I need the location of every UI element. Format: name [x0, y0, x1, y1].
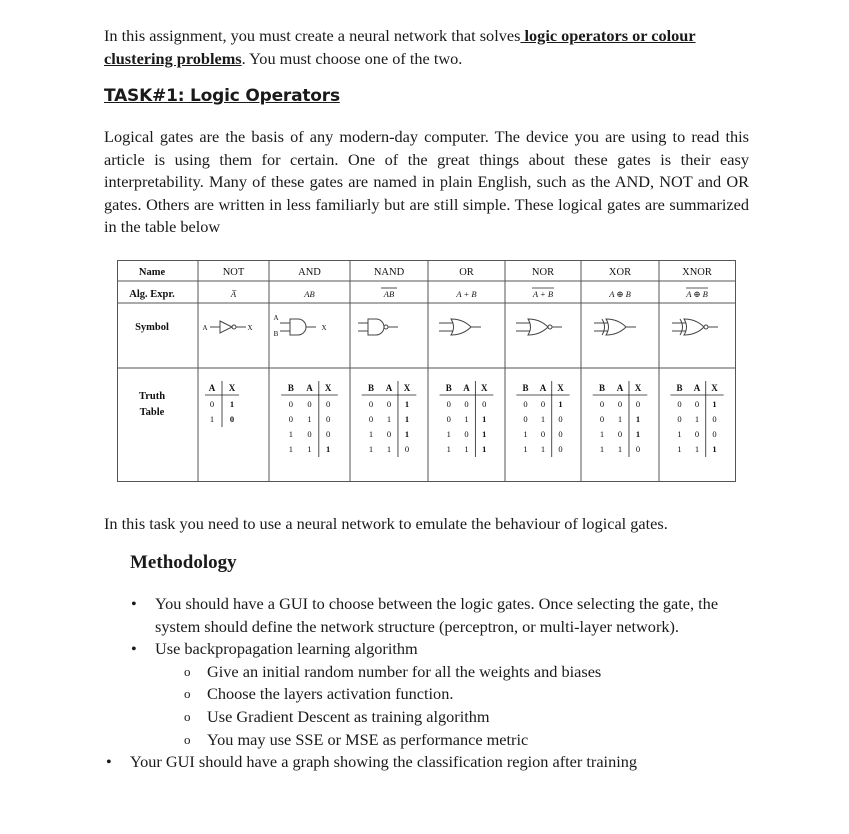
truth-cell: 0 — [386, 399, 392, 409]
gate-expression: AB — [304, 289, 315, 299]
truth-cell: 1 — [694, 414, 700, 424]
gate-expression: A + B — [456, 289, 477, 299]
truth-cell: 0 — [617, 429, 623, 439]
truth-header: A — [539, 383, 547, 393]
nor-gate-symbol-body — [528, 319, 548, 335]
circle-bullet-icon: o — [184, 663, 191, 679]
sub-list-item — [104, 729, 764, 752]
truth-cell: 0 — [307, 429, 312, 439]
truth-cell: 1 — [288, 429, 293, 439]
gate-xor-curve — [602, 319, 605, 335]
truth-cell: 1 — [482, 444, 487, 454]
truth-cell: 0 — [635, 399, 641, 409]
list-item — [104, 638, 764, 661]
sub-bullet-weights: Give an initial random number for all the weights and biases — [207, 661, 602, 681]
truth-cell: 0 — [288, 414, 293, 424]
task-line: In this task you need to use a neural network to emulate the behaviour of logical gates. — [104, 514, 668, 533]
gate-name: AND — [298, 267, 321, 278]
truth-cell: 1 — [540, 414, 546, 424]
truth-header: A — [208, 383, 216, 393]
truth-cell: 0 — [558, 429, 563, 439]
truth-cell: 1 — [712, 444, 717, 454]
bullet-icon: • — [131, 594, 137, 613]
row-label-name: Name — [138, 267, 166, 278]
truth-header: A — [693, 383, 701, 393]
and-gate-symbol — [280, 319, 316, 335]
truth-cell: 0 — [464, 429, 469, 439]
bullet-gui-text: You should have a GUI to choose between the logic gates. Once selecting the gate, the system should define the network structure (perceptron, or multi-layer network). — [155, 594, 719, 636]
truth-cell: 1 — [288, 444, 293, 454]
bullet-icon: • — [106, 752, 112, 772]
truth-cell: 1 — [712, 399, 717, 409]
not-gate-symbol — [210, 321, 246, 333]
truth-cell: 1 — [209, 414, 215, 424]
or-gate-symbol — [439, 319, 481, 335]
truth-cell: 0 — [558, 444, 563, 454]
truth-cell: 1 — [464, 414, 469, 424]
intro-tail: . You must choose one of the two. — [241, 48, 463, 68]
gate-bubble — [384, 325, 388, 329]
truth-cell: 0 — [368, 399, 374, 409]
gate-name: NOR — [531, 267, 555, 278]
truth-cell: 1 — [635, 414, 641, 424]
xnor-gate-symbol-body — [684, 319, 704, 335]
methodology-list — [104, 593, 764, 774]
and-gate-symbol-body — [290, 319, 306, 335]
gate-name: OR — [459, 267, 474, 278]
gate-name: NOT — [222, 267, 245, 278]
intro-emphasis-a: logic operators or colour — [520, 26, 696, 45]
truth-cell: 0 — [558, 414, 563, 424]
truth-cell: 1 — [617, 414, 623, 424]
and-output-label: X — [321, 324, 327, 332]
methodology-heading: Methodology — [130, 552, 237, 573]
truth-cell: 1 — [368, 429, 374, 439]
truth-cell: 1 — [404, 429, 410, 439]
gate-expression: A ⊕ B — [609, 289, 631, 299]
truth-header: A — [463, 383, 470, 393]
truth-header: X — [324, 383, 332, 393]
gate-expression: A ⊕ B — [686, 289, 708, 299]
sub-list-item — [104, 683, 764, 706]
truth-cell: 1 — [386, 444, 392, 454]
xnor-gate-symbol — [672, 319, 718, 335]
truth-cell: 1 — [386, 414, 392, 424]
sub-bullet-activation: Choose the layers activation function. — [207, 684, 454, 704]
logic-gates-paragraph: Logical gates are the basis of any modern-day computer. The device you are using to read this article is using them for certain. One of the great things about these gates is their easy interpretability. Many of these gates are named in plain English, such as the AND, NOT and OR gates. Others are written in less familiarly but are still simple. These logical gates are summarized in the table below — [104, 127, 749, 237]
nand-gate-symbol-body — [368, 319, 384, 335]
truth-cell: 0 — [446, 414, 451, 424]
nor-gate-symbol — [516, 319, 562, 335]
truth-cell: 1 — [404, 414, 410, 424]
truth-header: B — [287, 383, 294, 393]
bullet-backprop-text: Use backpropagation learning algorithm — [155, 639, 418, 659]
truth-header: X — [711, 383, 718, 393]
truth-cell: 0 — [288, 399, 293, 409]
gate-name: NAND — [373, 267, 405, 278]
truth-cell: 0 — [386, 429, 392, 439]
truth-cell: 0 — [326, 399, 331, 409]
truth-cell: 0 — [446, 399, 451, 409]
gate-expression: A̅ — [230, 289, 237, 299]
truth-cell: 0 — [368, 414, 374, 424]
sub-bullet-metric: You may use SSE or MSE as performance metric — [207, 729, 529, 749]
truth-cell: 0 — [599, 399, 605, 409]
bullet-graph-text: Your GUI should have a graph showing the classification region after training — [130, 752, 638, 772]
circle-bullet-icon: o — [184, 686, 191, 702]
truth-cell: 1 — [558, 399, 563, 409]
truth-header: X — [480, 383, 488, 393]
truth-cell: 0 — [326, 414, 331, 424]
sub-bullet-gradient: Use Gradient Descent as training algorithm — [207, 706, 490, 726]
row-label-table: Table — [139, 407, 165, 418]
not-gate-body — [220, 321, 232, 333]
truth-cell: 1 — [635, 429, 641, 439]
truth-cell: 0 — [482, 399, 487, 409]
truth-cell: 1 — [540, 444, 546, 454]
gate-name: XNOR — [682, 267, 712, 278]
sub-list-item — [104, 706, 764, 729]
row-label-expr: Alg. Expr. — [129, 289, 175, 300]
truth-header: A — [306, 383, 313, 393]
sub-list-item — [104, 661, 764, 684]
truth-cell: 1 — [677, 429, 682, 439]
truth-cell: 0 — [694, 399, 700, 409]
truth-cell: 0 — [599, 414, 605, 424]
truth-header: X — [403, 383, 411, 393]
truth-cell: 1 — [307, 414, 312, 424]
truth-header: A — [616, 383, 624, 393]
and-input-a-label: A — [273, 314, 279, 322]
truth-cell: 0 — [229, 414, 235, 424]
truth-cell: 1 — [446, 444, 451, 454]
gate-xor-curve — [680, 319, 683, 335]
list-item — [104, 593, 764, 638]
truth-cell: 1 — [326, 444, 331, 454]
not-input-label: A — [202, 324, 208, 332]
truth-cell: 1 — [677, 444, 682, 454]
xor-gate-symbol-body — [606, 319, 626, 335]
and-input-b-label: B — [273, 330, 279, 338]
or-gate-symbol-body — [451, 319, 471, 335]
truth-cell: 1 — [482, 429, 487, 439]
truth-cell: 0 — [540, 429, 546, 439]
truth-header: B — [368, 383, 375, 393]
bullet-icon: • — [131, 639, 137, 659]
truth-cell: 0 — [694, 429, 700, 439]
truth-cell: 0 — [677, 414, 682, 424]
list-item — [104, 751, 764, 774]
truth-cell: 1 — [307, 444, 312, 454]
gate-name: XOR — [608, 267, 632, 278]
row-label-symbol: Symbol — [135, 322, 169, 333]
truth-cell: 1 — [694, 444, 700, 454]
not-output-label: X — [247, 324, 253, 332]
truth-cell: 1 — [464, 444, 469, 454]
truth-cell: 1 — [368, 444, 374, 454]
truth-cell: 1 — [446, 429, 451, 439]
truth-header: B — [522, 383, 529, 393]
truth-cell: 0 — [209, 399, 215, 409]
truth-header: X — [557, 383, 564, 393]
truth-cell: 0 — [523, 414, 528, 424]
truth-cell: 1 — [404, 399, 410, 409]
row-label-truth: Truth — [138, 391, 166, 402]
intro-emphasis-b: clustering problems — [104, 48, 242, 68]
truth-cell: 0 — [712, 429, 717, 439]
logic-gates-table-graphic — [118, 261, 735, 481]
truth-cell: 0 — [404, 444, 410, 454]
circle-bullet-icon: o — [184, 708, 191, 724]
circle-bullet-icon: o — [184, 731, 191, 747]
truth-header: X — [634, 383, 642, 393]
truth-header: B — [676, 383, 683, 393]
truth-header: A — [385, 383, 393, 393]
truth-cell: 0 — [617, 399, 623, 409]
truth-cell: 1 — [229, 399, 235, 409]
truth-cell: 1 — [523, 429, 528, 439]
xor-gate-symbol — [594, 319, 636, 335]
truth-cell: 1 — [599, 444, 605, 454]
truth-cell: 1 — [482, 414, 487, 424]
truth-cell: 0 — [712, 414, 717, 424]
truth-cell: 1 — [523, 444, 528, 454]
truth-cell: 1 — [599, 429, 605, 439]
gate-expression: AB — [383, 289, 395, 299]
intro-lead: In this assignment, you must create a neural network that solves — [104, 26, 521, 45]
truth-cell: 0 — [307, 399, 312, 409]
nand-gate-symbol — [358, 319, 398, 335]
gate-expression: A + B — [532, 289, 554, 299]
truth-cell: 0 — [540, 399, 546, 409]
intro-paragraph — [104, 25, 749, 70]
logic-gates-table — [117, 260, 736, 482]
truth-cell: 0 — [635, 444, 641, 454]
truth-cell: 1 — [617, 444, 623, 454]
truth-cell: 0 — [523, 399, 528, 409]
truth-header: B — [599, 383, 606, 393]
truth-header: X — [228, 383, 236, 393]
truth-header: B — [445, 383, 452, 393]
truth-cell: 0 — [326, 429, 331, 439]
task-title: TASK#1: Logic Operators — [104, 86, 340, 106]
truth-cell: 0 — [677, 399, 682, 409]
truth-cell: 0 — [464, 399, 469, 409]
